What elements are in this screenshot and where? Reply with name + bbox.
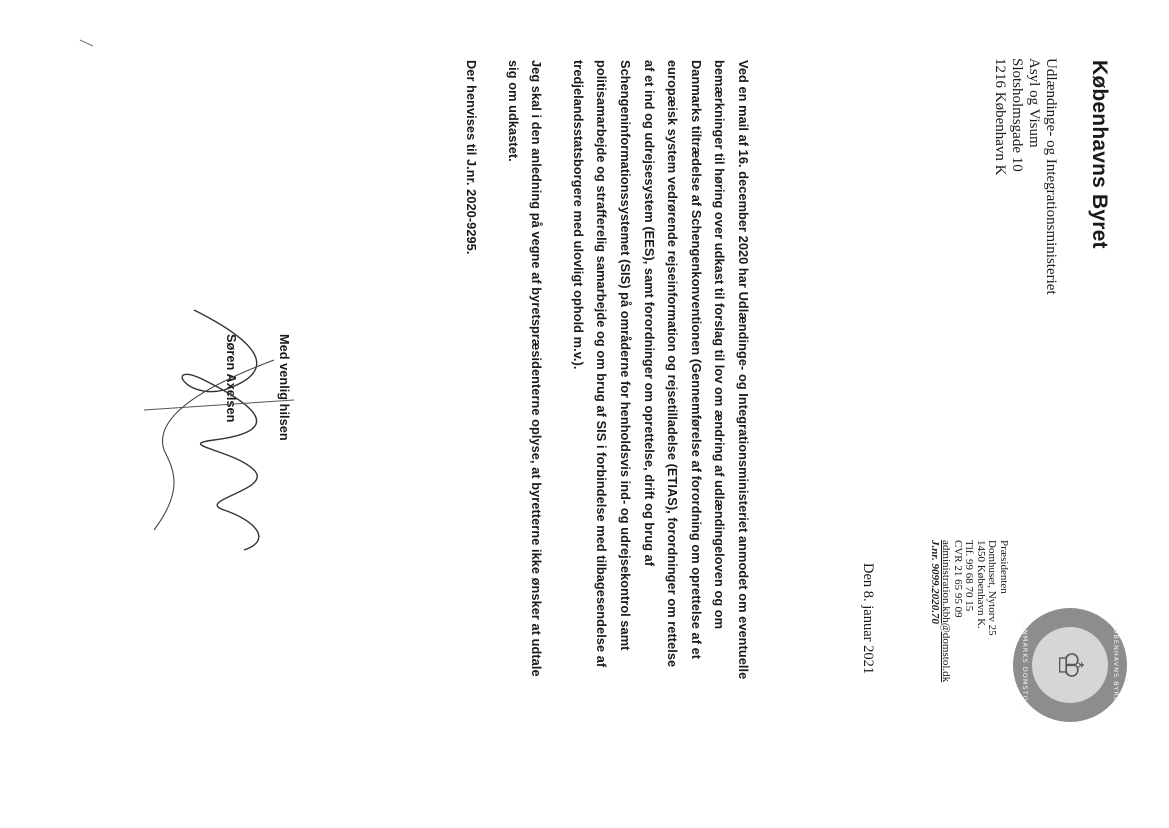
stray-pen-mark <box>79 38 95 48</box>
sender-title: Præsidenten <box>998 540 1010 594</box>
sender-address-1: Domhuset, Nytorv 25 <box>986 540 999 636</box>
seal-top-text: KØBENHAVNS BYRET <box>1112 623 1120 707</box>
recipient-address <box>991 58 1059 295</box>
recipient-line: Asyl og Visum <box>1026 58 1042 148</box>
sender-email: administration.kbh@domstol.dk <box>940 540 953 683</box>
sender-phone: Tlf. 99 68 70 15 <box>963 540 976 612</box>
closing-greeting: Med venlig hilsen <box>277 334 292 441</box>
seal-bottom-text: DANMARKS DOMSTOLE <box>1021 618 1029 712</box>
sender-journal-number: J.nr. 9099.2020.70 <box>929 540 941 625</box>
body-paragraph-3: Der henvises til J.nr. 2020-9295. <box>464 60 480 255</box>
body-paragraph-1: Ved en mail af 16. december 2020 har Udlændinge- og Integrationsministeriet anmodet om eventuelle bemærkninger til høring over udkast til forslag til lov om ændring af udlændingeloven og om Danmarks tiltrædelse af Schengenkonventionen (Gennemførelse af forordning om oprettelse af et europæisk system vedrørende rejseinformation og rejsetilladelse (ETIAS), forordninger om rettelse af et ind og udrejsesystem (EES), samt forordninger om oprettelse, drift og brug af Schengeninformationssystemet (SIS) på områderne for henholdsvis ind- og udrejsekontrol samt politisamarbejde og strafferelig samarbejde og om brug af SIS i forbindelse med tilbagesendelse af tredjelandsstatsborgere med ulovligt ophold m.v.). <box>570 60 751 680</box>
sender-address-2: 1450 København K. <box>975 540 987 629</box>
handwritten-signature <box>134 300 314 560</box>
recipient-line: 1216 København K <box>992 58 1008 176</box>
court-seal <box>1013 608 1127 722</box>
recipient-line: Udlændinge- og Integrationsministeriet <box>1043 58 1059 295</box>
signer-name: Søren Axelsen <box>224 334 239 423</box>
sender-cvr: CVR 21 65 95 09 <box>952 540 964 618</box>
letter-body <box>441 60 755 680</box>
crown-icon: ♔ <box>1032 627 1108 703</box>
organization-name: Københavns Byret <box>1088 60 1111 249</box>
recipient-line: Slotsholmsgade 10 <box>1009 58 1025 172</box>
sender-block <box>929 540 1010 682</box>
body-paragraph-2: Jeg skal i den anledning på vegne af byretspræsidenterne oplyse, at byretterne ikke ønsker at udtale sig om udkastet. <box>505 60 545 677</box>
letter-date: Den 8. januar 2021 <box>860 563 876 675</box>
